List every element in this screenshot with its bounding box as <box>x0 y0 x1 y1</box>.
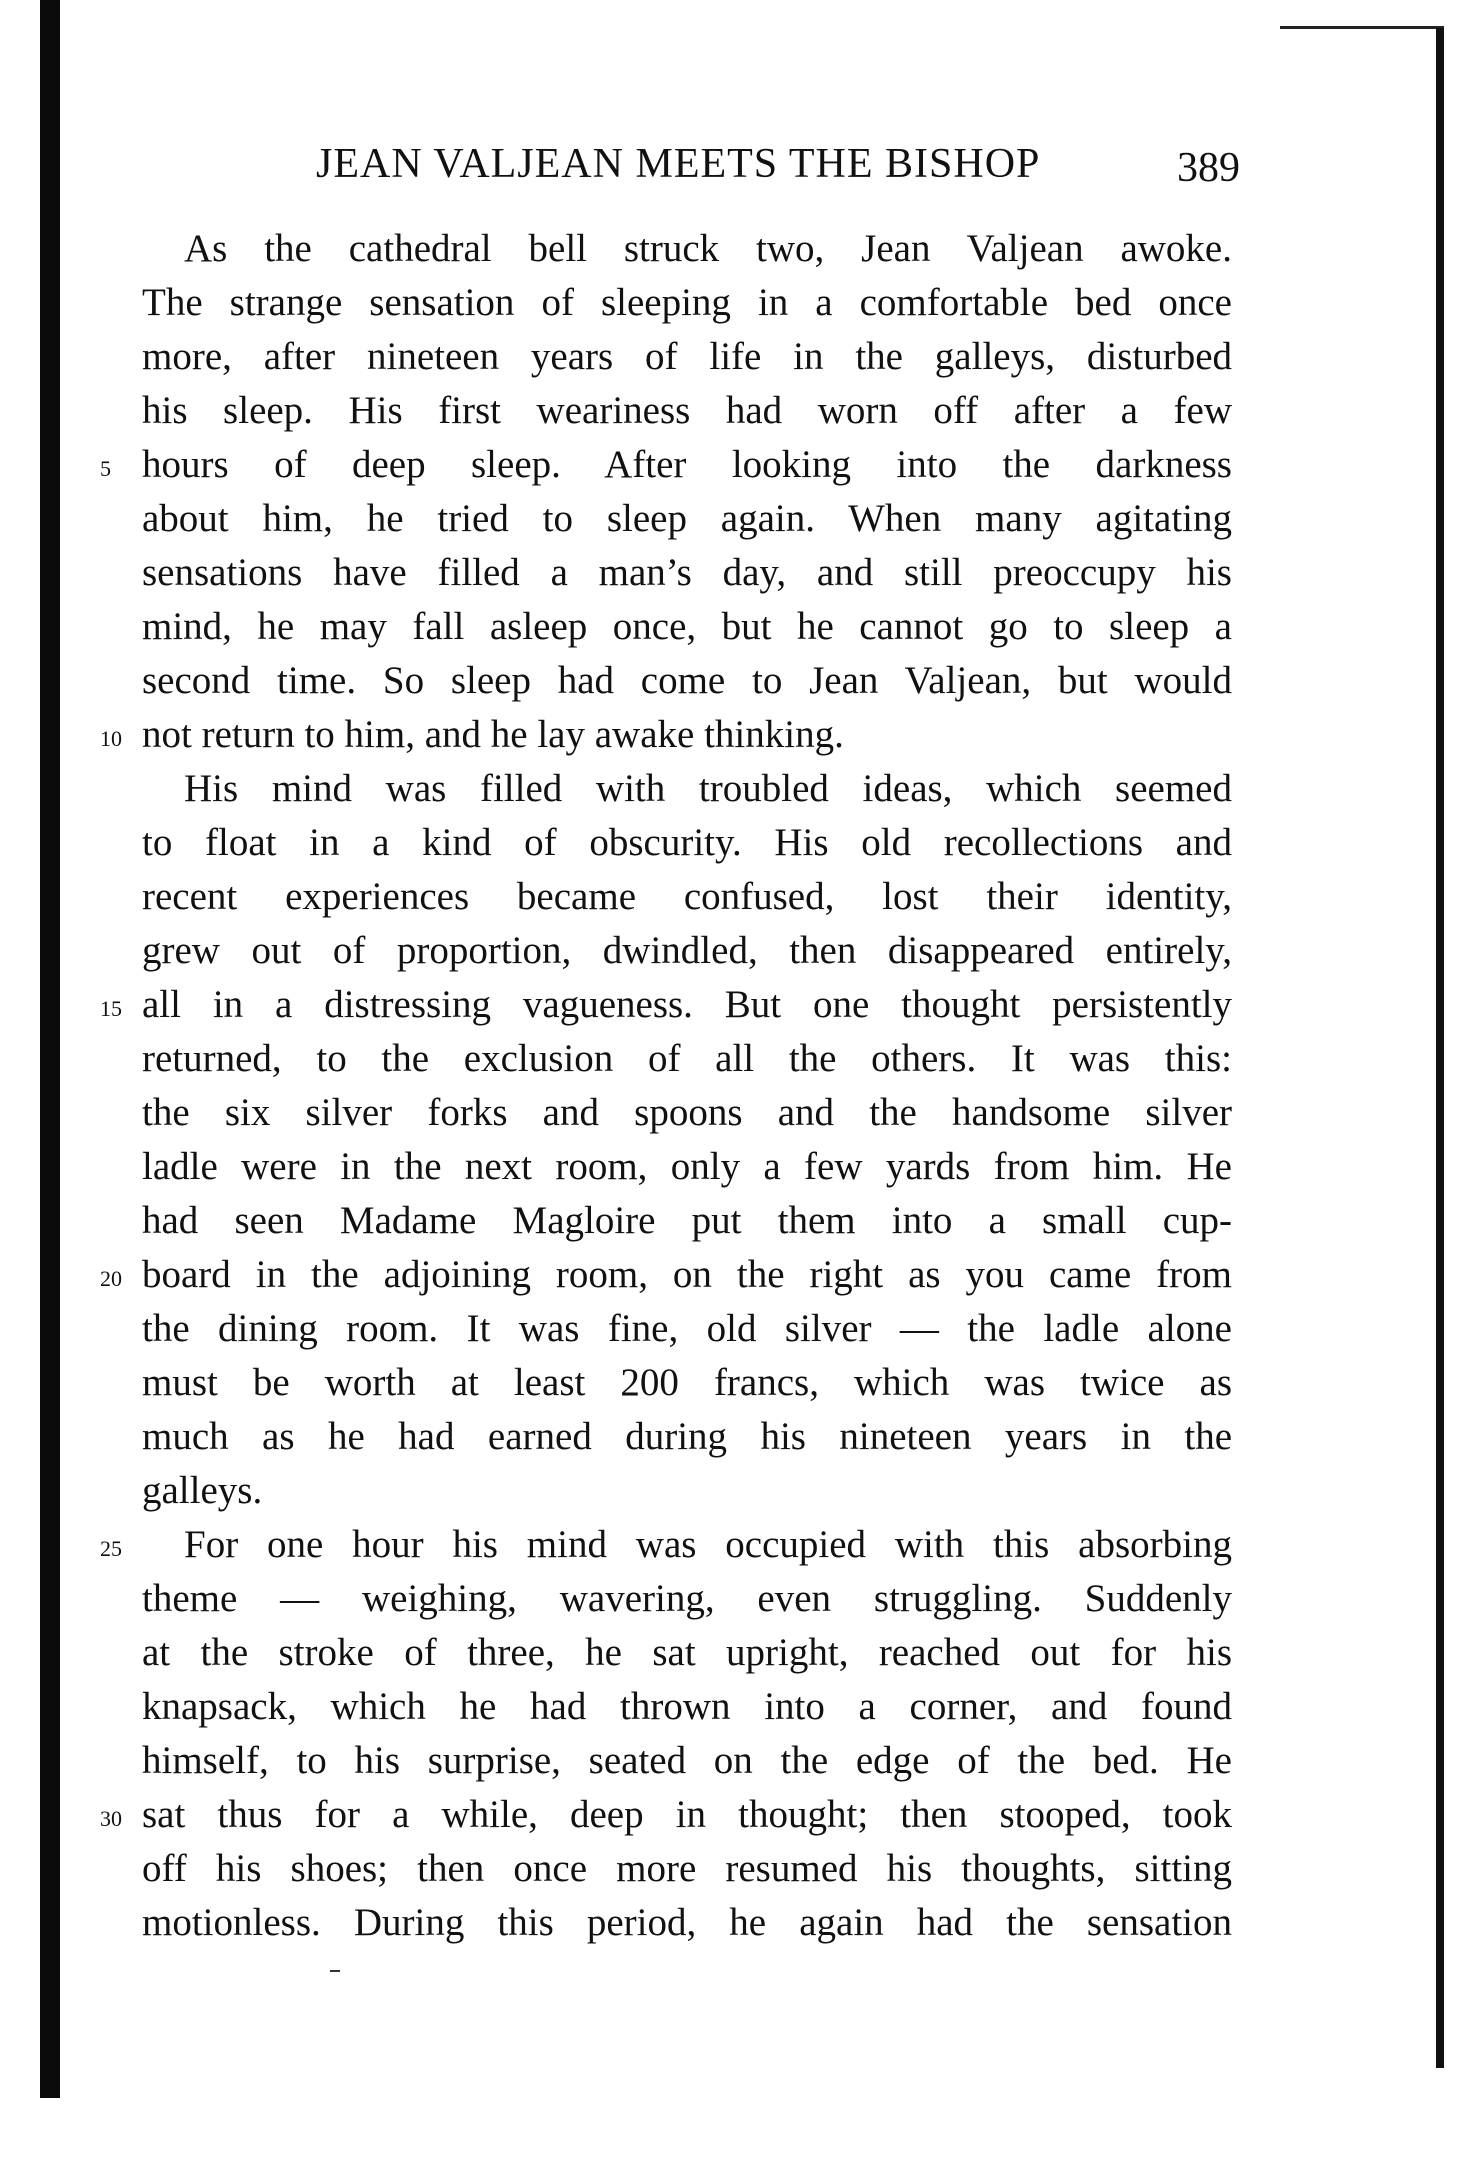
page-number: 389 <box>1177 145 1240 191</box>
text-line: returned, to the exclusion of all the others. It was this: <box>142 1037 1232 1080</box>
text-line: As the cathedral bell struck two, Jean Valjean awoke. <box>184 227 1232 270</box>
line-number: 10 <box>100 726 122 751</box>
text-line: at the stroke of three, he sat upright, reached out for his <box>142 1631 1232 1674</box>
text-line: motionless. During this period, he again had the sensation <box>142 1901 1232 1944</box>
text-line: all in a distressing vagueness. But one thought persistently <box>142 983 1232 1026</box>
text-line: board in the adjoining room, on the right as you came from <box>142 1253 1232 1296</box>
text-line: not return to him, and he lay awake thinking. <box>142 713 844 756</box>
line-number: 5 <box>100 456 111 481</box>
text-line: sat thus for a while, deep in thought; then stooped, took <box>142 1793 1232 1836</box>
text-line: off his shoes; then once more resumed his thoughts, sitting <box>142 1847 1232 1890</box>
text-line: his sleep. His first weariness had worn off after a few <box>142 389 1232 432</box>
text-line: had seen Madame Magloire put them into a small cup- <box>142 1199 1232 1242</box>
text-line: hours of deep sleep. After looking into the darkness <box>142 443 1232 486</box>
line-number: 25 <box>100 1536 122 1561</box>
text-line: the dining room. It was fine, old silver — the ladle alone <box>142 1307 1232 1350</box>
text-line: For one hour his mind was occupied with this absorbing <box>184 1523 1232 1566</box>
text-line: The strange sensation of sleeping in a comfortable bed once <box>142 281 1232 324</box>
text-line: more, after nineteen years of life in the galleys, disturbed <box>142 335 1232 378</box>
text-line: recent experiences became confused, lost their identity, <box>142 875 1232 918</box>
running-header <box>310 140 1240 200</box>
right-page-edge <box>1436 28 1444 2068</box>
text-line: grew out of proportion, dwindled, then disappeared entirely, <box>142 929 1232 972</box>
text-line: the six silver forks and spoons and the handsome silver <box>142 1091 1232 1134</box>
text-line: much as he had earned during his nineteen years in the <box>142 1415 1232 1458</box>
text-line: knapsack, which he had thrown into a corner, and found <box>142 1685 1232 1728</box>
top-edge-rule <box>1280 26 1444 29</box>
print-speck <box>330 1970 340 1972</box>
line-number: 15 <box>100 996 122 1021</box>
text-line: ladle were in the next room, only a few yards from him. He <box>142 1145 1232 1188</box>
text-line: to float in a kind of obscurity. His old recollections and <box>142 821 1232 864</box>
text-line: mind, he may fall asleep once, but he cannot go to sleep a <box>142 605 1232 648</box>
text-line: theme — weighing, wavering, even struggling. Suddenly <box>142 1577 1232 1620</box>
page-binding-shadow <box>40 0 60 2098</box>
text-line: His mind was filled with troubled ideas, which seemed <box>184 767 1232 810</box>
line-number: 20 <box>100 1266 122 1291</box>
text-line: galleys. <box>142 1469 263 1512</box>
line-number: 30 <box>100 1806 122 1831</box>
text-line: must be worth at least 200 francs, which was twice as <box>142 1361 1232 1404</box>
running-title: JEAN VALJEAN MEETS THE BISHOP <box>316 141 1041 187</box>
text-line: second time. So sleep had come to Jean Valjean, but would <box>142 659 1232 702</box>
text-line: sensations have filled a man’s day, and still preoccupy his <box>142 551 1232 594</box>
text-line: himself, to his surprise, seated on the edge of the bed. He <box>142 1739 1232 1782</box>
text-line: about him, he tried to sleep again. When many agitating <box>142 497 1232 540</box>
